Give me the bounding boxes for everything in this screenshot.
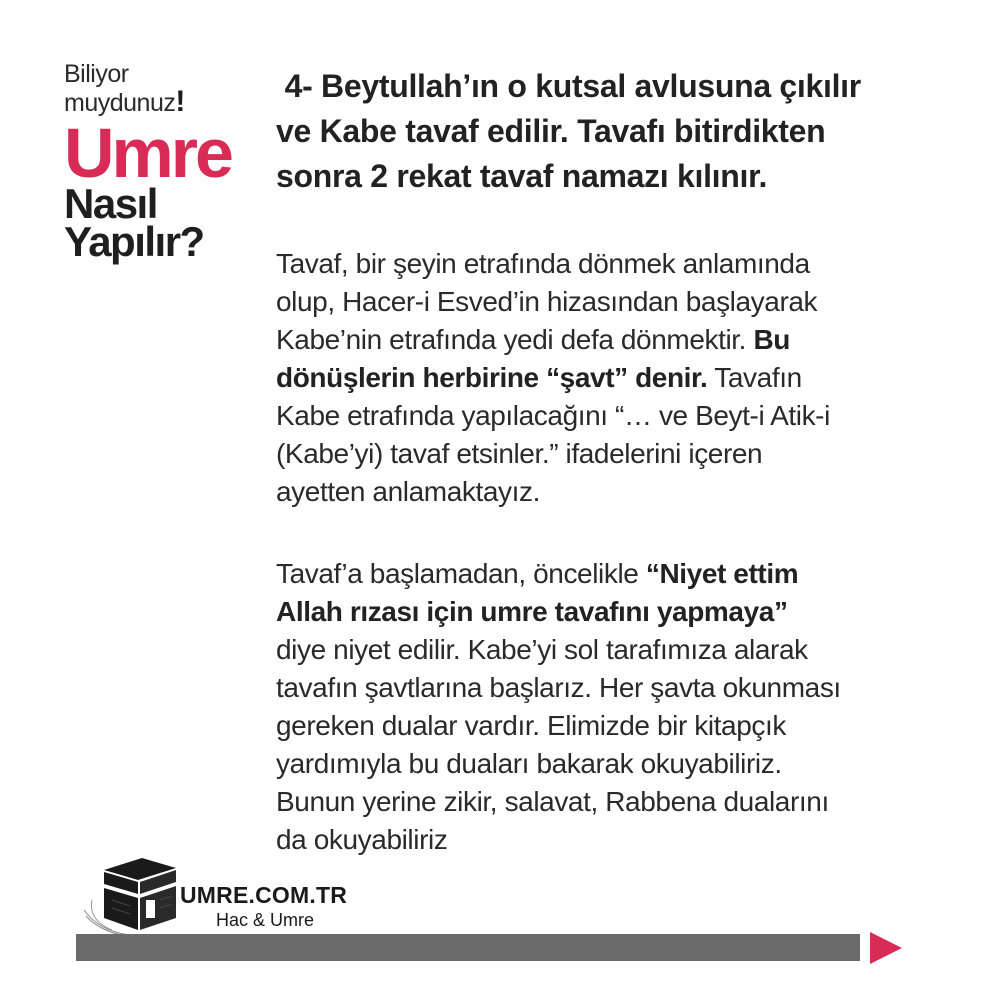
text-line — [276, 359, 956, 397]
text-line: Kabe etrafında yapılacağını “… ve Beyt-i Atik-i — [276, 400, 830, 431]
exclamation-mark: ! — [175, 85, 185, 118]
text-line: da okuyabiliriz — [276, 824, 448, 855]
text-line — [276, 555, 956, 593]
umre-title: Umre — [64, 114, 231, 192]
main-content — [276, 64, 956, 859]
text-line: olup, Hacer-i Esved’in hizasından başlayarak — [276, 286, 818, 317]
text-line — [276, 321, 956, 359]
progress-bar — [76, 934, 860, 961]
text-line: ayetten anlamaktayız. — [276, 476, 540, 507]
bold-segment: Bu — [753, 324, 790, 355]
text-line: yardımıyla bu duaları bakarak okuyabiliriz. — [276, 748, 782, 779]
did-you-know-line2 — [64, 85, 264, 118]
text-line: gereken dualar vardır. Elimizde bir kitapçık — [276, 710, 786, 741]
text-line: tavafın şavtlarına başlarız. Her şavta okunması — [276, 672, 841, 703]
text-line: Tavaf, bir şeyin etrafında dönmek anlamında — [276, 248, 810, 279]
heading-line: sonra 2 rekat tavaf namazı kılınır. — [276, 158, 768, 194]
bold-segment: dönüşlerin herbirine “şavt” denir. — [276, 362, 708, 393]
paragraph-tavaf-definition — [276, 245, 956, 511]
text-line: diye niyet edilir. Kabe’yi sol tarafımıza alarak — [276, 634, 808, 665]
text-line: Bunun yerine zikir, salavat, Rabbena dualarını — [276, 786, 829, 817]
side-title — [64, 60, 264, 265]
text-segment: Tavafın — [707, 362, 802, 393]
kaaba-icon — [82, 850, 182, 938]
bold-segment: “Niyet ettim — [645, 558, 799, 589]
brand-name: UMRE.COM.TR — [180, 882, 348, 908]
step-heading — [276, 64, 956, 199]
nasil-title: Nasıl — [64, 180, 157, 227]
text-segment: Tavaf’a başlamadan, öncelikle — [276, 558, 646, 589]
paragraph-niyet — [276, 555, 956, 859]
did-you-know-line1: Biliyor — [64, 60, 129, 88]
heading-line: 4- Beytullah’ın o kutsal avlusuna çıkılır — [276, 68, 861, 104]
text-segment: Kabe’nin etrafında yedi defa dönmektir. — [276, 324, 754, 355]
brand-subtitle: Hac & Umre — [216, 910, 315, 930]
did-you-know-line2-text: muydunuz — [64, 89, 176, 117]
brand-logo[interactable] — [82, 850, 382, 940]
text-line — [276, 593, 956, 631]
text-line: (Kabe’yi) tavaf etsinler.” ifadelerini içeren — [276, 438, 763, 469]
did-you-know-label — [64, 60, 264, 117]
play-arrow-icon[interactable] — [866, 928, 906, 968]
bold-segment: Allah rızası için umre tavafını yapmaya” — [276, 596, 788, 627]
yapilir-title: Yapılır? — [64, 218, 204, 265]
heading-line: ve Kabe tavaf edilir. Tavafı bitirdikten — [276, 113, 826, 149]
